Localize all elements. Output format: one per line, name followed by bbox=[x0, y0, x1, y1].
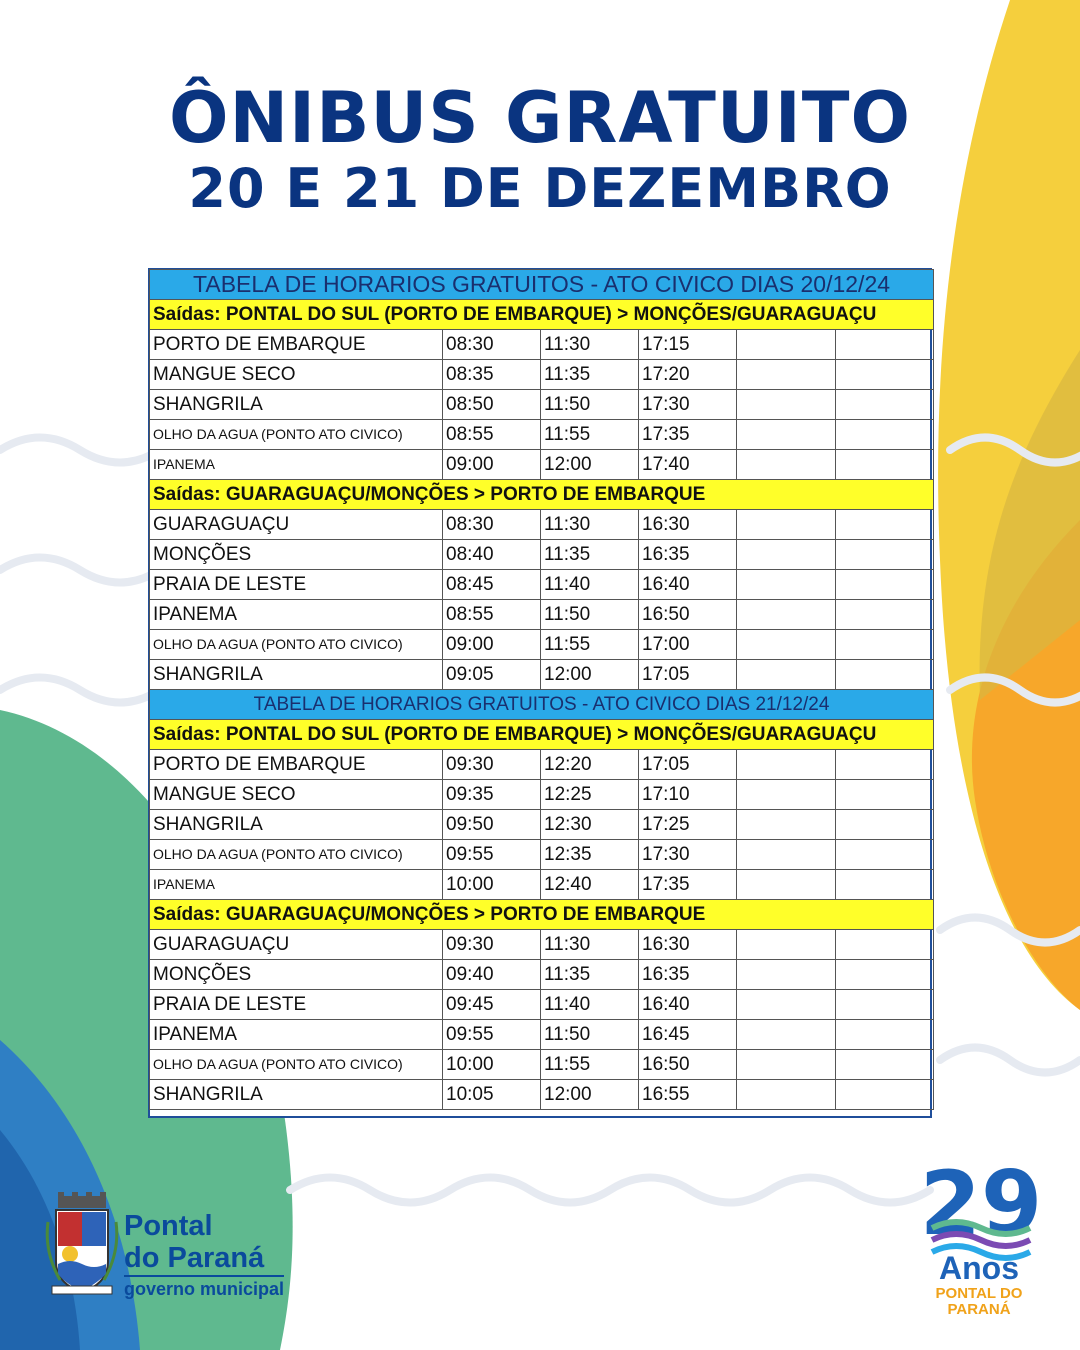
empty-cell bbox=[737, 600, 836, 630]
stop-name: OLHO DA AGUA (PONTO ATO CIVICO) bbox=[150, 420, 443, 450]
time-cell: 08:35 bbox=[443, 360, 541, 390]
time-cell: 10:05 bbox=[443, 1080, 541, 1110]
stop-name: IPANEMA bbox=[150, 600, 443, 630]
day2-heading-row bbox=[150, 690, 934, 720]
time-cell: 11:50 bbox=[541, 390, 639, 420]
time-cell: 17:40 bbox=[639, 450, 737, 480]
table-row bbox=[150, 540, 934, 570]
anniversary-sub1: PONTAL DO bbox=[935, 1285, 1023, 1302]
day1-return-label-row bbox=[150, 480, 934, 510]
title-line2: 20 E 21 DE DEZEMBRO bbox=[188, 157, 892, 220]
empty-cell bbox=[737, 870, 836, 900]
empty-cell bbox=[737, 1080, 836, 1110]
time-cell: 11:30 bbox=[541, 330, 639, 360]
stop-name: OLHO DA AGUA (PONTO ATO CIVICO) bbox=[150, 1050, 443, 1080]
empty-cell bbox=[737, 450, 836, 480]
empty-cell bbox=[737, 390, 836, 420]
empty-cell bbox=[836, 840, 934, 870]
brand-subtitle: governo municipal bbox=[124, 1275, 284, 1300]
time-cell: 16:50 bbox=[639, 1050, 737, 1080]
empty-cell bbox=[836, 870, 934, 900]
table-row bbox=[150, 930, 934, 960]
stop-name: PRAIA DE LESTE bbox=[150, 990, 443, 1020]
empty-cell bbox=[836, 390, 934, 420]
day2-outbound-label-row bbox=[150, 720, 934, 750]
empty-cell bbox=[836, 600, 934, 630]
time-cell: 11:35 bbox=[541, 360, 639, 390]
time-cell: 12:30 bbox=[541, 810, 639, 840]
day1-heading-row bbox=[150, 270, 934, 300]
empty-cell bbox=[737, 1020, 836, 1050]
time-cell: 17:20 bbox=[639, 360, 737, 390]
time-cell: 08:55 bbox=[443, 600, 541, 630]
time-cell: 16:35 bbox=[639, 540, 737, 570]
day2-outbound-label: Saídas: PONTAL DO SUL (PORTO DE EMBARQUE) > MONÇÕES/GUARAGUAÇU bbox=[150, 720, 934, 750]
time-cell: 11:35 bbox=[541, 960, 639, 990]
time-cell: 09:45 bbox=[443, 990, 541, 1020]
time-cell: 17:05 bbox=[639, 660, 737, 690]
table-row bbox=[150, 870, 934, 900]
time-cell: 17:05 bbox=[639, 750, 737, 780]
empty-cell bbox=[836, 750, 934, 780]
empty-cell bbox=[836, 570, 934, 600]
table-row bbox=[150, 570, 934, 600]
time-cell: 17:35 bbox=[639, 420, 737, 450]
time-cell: 11:30 bbox=[541, 510, 639, 540]
empty-cell bbox=[737, 960, 836, 990]
time-cell: 12:20 bbox=[541, 750, 639, 780]
empty-cell bbox=[737, 840, 836, 870]
schedule-table bbox=[148, 268, 932, 1118]
empty-cell bbox=[836, 330, 934, 360]
empty-cell bbox=[836, 780, 934, 810]
time-cell: 17:00 bbox=[639, 630, 737, 660]
time-cell: 11:40 bbox=[541, 990, 639, 1020]
time-cell: 09:05 bbox=[443, 660, 541, 690]
time-cell: 16:55 bbox=[639, 1080, 737, 1110]
time-cell: 09:40 bbox=[443, 960, 541, 990]
anniversary-number: 29 bbox=[919, 1152, 1043, 1255]
empty-cell bbox=[737, 660, 836, 690]
time-cell: 12:00 bbox=[541, 450, 639, 480]
empty-cell bbox=[737, 1050, 836, 1080]
time-cell: 16:45 bbox=[639, 1020, 737, 1050]
stop-name: MANGUE SECO bbox=[150, 780, 443, 810]
day1-outbound-label: Saídas: PONTAL DO SUL (PORTO DE EMBARQUE) > MONÇÕES/GUARAGUAÇU bbox=[150, 300, 934, 330]
empty-cell bbox=[737, 780, 836, 810]
stop-name: IPANEMA bbox=[150, 870, 443, 900]
empty-cell bbox=[737, 990, 836, 1020]
anniversary-sub2: PARANÁ bbox=[947, 1301, 1011, 1318]
time-cell: 16:35 bbox=[639, 960, 737, 990]
time-cell: 09:55 bbox=[443, 1020, 541, 1050]
time-cell: 11:50 bbox=[541, 600, 639, 630]
table-row bbox=[150, 990, 934, 1020]
table-row bbox=[150, 1050, 934, 1080]
empty-cell bbox=[836, 540, 934, 570]
empty-cell bbox=[836, 1080, 934, 1110]
anniversary-word: Anos bbox=[939, 1250, 1019, 1286]
time-cell: 10:00 bbox=[443, 1050, 541, 1080]
time-cell: 08:50 bbox=[443, 390, 541, 420]
empty-cell bbox=[836, 930, 934, 960]
empty-cell bbox=[737, 420, 836, 450]
time-cell: 16:40 bbox=[639, 570, 737, 600]
anniversary-logo bbox=[919, 1148, 1043, 1258]
time-cell: 10:00 bbox=[443, 870, 541, 900]
day1-heading: TABELA DE HORARIOS GRATUITOS - ATO CIVICO DIAS 20/12/24 bbox=[150, 270, 934, 300]
table-row bbox=[150, 330, 934, 360]
table-row bbox=[150, 660, 934, 690]
stop-name: MANGUE SECO bbox=[150, 360, 443, 390]
time-cell: 09:30 bbox=[443, 750, 541, 780]
time-cell: 17:30 bbox=[639, 840, 737, 870]
empty-cell bbox=[836, 630, 934, 660]
table-row bbox=[150, 780, 934, 810]
time-cell: 16:30 bbox=[639, 930, 737, 960]
stop-name: IPANEMA bbox=[150, 1020, 443, 1050]
stop-name: SHANGRILA bbox=[150, 660, 443, 690]
time-cell: 08:40 bbox=[443, 540, 541, 570]
title-line1: ÔNIBUS GRATUITO bbox=[168, 77, 912, 159]
time-cell: 09:00 bbox=[443, 450, 541, 480]
table-row bbox=[150, 360, 934, 390]
time-cell: 11:35 bbox=[541, 540, 639, 570]
table-row bbox=[150, 1080, 934, 1110]
table-row bbox=[150, 630, 934, 660]
empty-cell bbox=[836, 420, 934, 450]
stop-name: GUARAGUAÇU bbox=[150, 510, 443, 540]
time-cell: 12:00 bbox=[541, 660, 639, 690]
stop-name: PORTO DE EMBARQUE bbox=[150, 750, 443, 780]
stop-name: OLHO DA AGUA (PONTO ATO CIVICO) bbox=[150, 840, 443, 870]
brand-name-line2: do Paraná bbox=[124, 1242, 265, 1274]
time-cell: 09:35 bbox=[443, 780, 541, 810]
brand-name-line1: Pontal bbox=[124, 1210, 213, 1242]
empty-cell bbox=[836, 960, 934, 990]
time-cell: 11:55 bbox=[541, 420, 639, 450]
table-row bbox=[150, 810, 934, 840]
empty-cell bbox=[836, 810, 934, 840]
day2-heading: TABELA DE HORARIOS GRATUITOS - ATO CIVICO DIAS 21/12/24 bbox=[150, 690, 934, 720]
empty-cell bbox=[737, 540, 836, 570]
stop-name: MONÇÕES bbox=[150, 960, 443, 990]
time-cell: 16:30 bbox=[639, 510, 737, 540]
empty-cell bbox=[737, 570, 836, 600]
time-cell: 17:10 bbox=[639, 780, 737, 810]
empty-cell bbox=[737, 810, 836, 840]
empty-cell bbox=[836, 1020, 934, 1050]
table-row bbox=[150, 510, 934, 540]
day1-return-label: Saídas: GUARAGUAÇU/MONÇÕES > PORTO DE EMBARQUE bbox=[150, 480, 934, 510]
empty-cell bbox=[737, 330, 836, 360]
table-row bbox=[150, 840, 934, 870]
day2-return-label: Saídas: GUARAGUAÇU/MONÇÕES > PORTO DE EMBARQUE bbox=[150, 900, 934, 930]
time-cell: 17:25 bbox=[639, 810, 737, 840]
table-row bbox=[150, 750, 934, 780]
empty-cell bbox=[836, 510, 934, 540]
empty-cell bbox=[737, 750, 836, 780]
empty-cell bbox=[836, 360, 934, 390]
empty-cell bbox=[836, 660, 934, 690]
time-cell: 17:30 bbox=[639, 390, 737, 420]
stop-name: MONÇÕES bbox=[150, 540, 443, 570]
empty-cell bbox=[836, 450, 934, 480]
time-cell: 11:55 bbox=[541, 630, 639, 660]
time-cell: 09:30 bbox=[443, 930, 541, 960]
time-cell: 11:55 bbox=[541, 1050, 639, 1080]
time-cell: 08:30 bbox=[443, 510, 541, 540]
time-cell: 08:55 bbox=[443, 420, 541, 450]
time-cell: 09:55 bbox=[443, 840, 541, 870]
time-cell: 08:45 bbox=[443, 570, 541, 600]
stop-name: GUARAGUAÇU bbox=[150, 930, 443, 960]
time-cell: 17:35 bbox=[639, 870, 737, 900]
empty-cell bbox=[836, 990, 934, 1020]
stop-name: SHANGRILA bbox=[150, 390, 443, 420]
empty-cell bbox=[737, 630, 836, 660]
stop-name: IPANEMA bbox=[150, 450, 443, 480]
time-cell: 11:50 bbox=[541, 1020, 639, 1050]
stop-name: PRAIA DE LESTE bbox=[150, 570, 443, 600]
time-cell: 12:25 bbox=[541, 780, 639, 810]
empty-cell bbox=[737, 930, 836, 960]
time-cell: 11:30 bbox=[541, 930, 639, 960]
time-cell: 12:35 bbox=[541, 840, 639, 870]
table-row bbox=[150, 390, 934, 420]
empty-cell bbox=[836, 1050, 934, 1080]
empty-cell bbox=[737, 360, 836, 390]
table-row bbox=[150, 420, 934, 450]
table-row bbox=[150, 450, 934, 480]
time-cell: 08:30 bbox=[443, 330, 541, 360]
table-row bbox=[150, 960, 934, 990]
time-cell: 09:00 bbox=[443, 630, 541, 660]
stop-name: SHANGRILA bbox=[150, 810, 443, 840]
day1-outbound-label-row bbox=[150, 300, 934, 330]
time-cell: 16:50 bbox=[639, 600, 737, 630]
stop-name: SHANGRILA bbox=[150, 1080, 443, 1110]
stop-name: PORTO DE EMBARQUE bbox=[150, 330, 443, 360]
time-cell: 12:00 bbox=[541, 1080, 639, 1110]
table-row bbox=[150, 1020, 934, 1050]
empty-cell bbox=[737, 510, 836, 540]
time-cell: 16:40 bbox=[639, 990, 737, 1020]
time-cell: 09:50 bbox=[443, 810, 541, 840]
time-cell: 11:40 bbox=[541, 570, 639, 600]
time-cell: 17:15 bbox=[639, 330, 737, 360]
stop-name: OLHO DA AGUA (PONTO ATO CIVICO) bbox=[150, 630, 443, 660]
table-row bbox=[150, 600, 934, 630]
day2-return-label-row bbox=[150, 900, 934, 930]
time-cell: 12:40 bbox=[541, 870, 639, 900]
